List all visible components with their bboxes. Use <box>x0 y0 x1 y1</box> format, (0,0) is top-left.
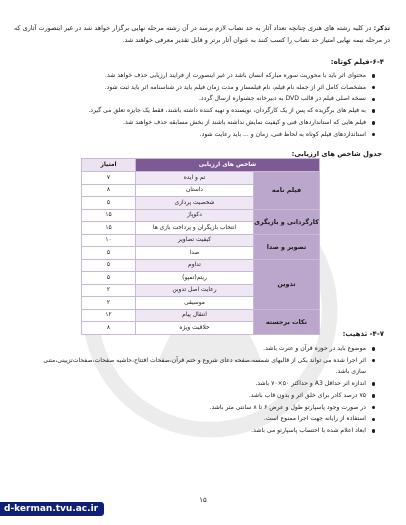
list-item: مشخصات کامل اثر از جمله نام فیلم، نام فیلمساز و مدت زمان فیلم باید در شناسنامه اثر باید ثبت شود. <box>30 82 376 94</box>
list-item: اثر اجرا شده می تواند یکی از قالبهای شمسه،صفحه دعای شروع و ختم قرآن،صفحات افتتاح،حاشیه صفحات،صفحات‌تزیینی،متنی سازی باشد. <box>30 355 376 378</box>
criterion-cell: تم و ایده <box>135 172 253 185</box>
criterion-cell: دکوپاژ <box>135 209 253 222</box>
category-cell: نکات برجسته <box>254 309 320 334</box>
list-item: ۷۵ درصد کادر برای خلق اثر و بدون قاب باشد. <box>30 390 376 402</box>
category-cell: تدوین <box>254 259 320 309</box>
criterion-cell: انتخاب بازیگران و پرداخت بازی ها <box>135 222 253 235</box>
points-cell: ۲ <box>81 284 135 297</box>
points-cell: ۷ <box>81 172 135 185</box>
table-title: جدول شاخص های ارزیابی: <box>291 150 382 158</box>
criterion-cell: ریتم(تمپو) <box>135 272 253 285</box>
points-cell: ۵ <box>81 197 135 210</box>
table-row <box>81 309 319 322</box>
illumination-rules-list <box>30 343 376 437</box>
criterion-cell: کیفیت تصاویر <box>135 234 253 247</box>
note-lead: تذکر: <box>373 24 390 32</box>
table-header-row <box>81 159 319 172</box>
criteria-table <box>81 158 320 335</box>
points-cell: ۲ <box>81 297 135 310</box>
criterion-cell: صدا <box>135 247 253 260</box>
film-rules-list <box>30 70 376 140</box>
criterion-cell: داستان <box>135 184 253 197</box>
list-item: استانداردهای فیلم کوتاه به لحاظ فنی، زمان و ... باید رعایت شود. <box>30 129 376 141</box>
note-text: در کلیه رشته های هنری چنانچه تعداد آثار به حد نصاب لازم برسد در آن رشته مرحله نهایی برگزار خواهد شد در غیر اینصورت آثاری که در مرحله نیمه نهایی امتیاز حد نصاب را کسب کنند به عنوان آثار برتر و قابل تقدیر معرفی خواهند شد. <box>14 24 390 44</box>
points-cell: ۱۵ <box>81 209 135 222</box>
list-item: ابعاد اعلام شده با احتساب پاسپارتو می باشد. <box>30 425 376 437</box>
list-item: به فیلم های برگزیده که پس از یک کارگردان، نویسنده و تهیه کننده داشته باشند، فقط یک جایزه تعلق می گیرد. <box>30 105 376 117</box>
note-paragraph <box>14 22 390 46</box>
criterion-cell: رعایت اصل تدوین <box>135 284 253 297</box>
list-item: فیلم هایی که استانداردهای فنی و کیفیت نمایش نداشته باشند از بخش مسابقه حذف خواهند شد. <box>30 117 376 129</box>
criterion-cell: موسیقی <box>135 297 253 310</box>
points-cell: ۸ <box>81 184 135 197</box>
list-item: نسخه اصلی فیلم در قالب DVD به دبیرخانه جشنواره ارسال گردد. <box>30 93 376 105</box>
points-cell: ۵ <box>81 259 135 272</box>
points-cell: ۱۵ <box>81 222 135 235</box>
section-heading-illumination: ۴-۷- تذهیب: <box>342 330 384 338</box>
site-logo[interactable]: d-kerman.tvu.ac.ir <box>0 502 104 516</box>
criterion-cell: خلاقیت ویژه <box>135 322 253 335</box>
points-cell: ۱۰ <box>81 234 135 247</box>
header-criteria: شاخص های ارزیابی <box>135 159 319 172</box>
list-item: استفاده از رایانه جهت اجرا ممنوع است. <box>30 413 376 425</box>
list-item: در صورت وجود پاسپارتو طول و عرض ۶ تا ۸ سانتی متر باشد. <box>30 402 376 414</box>
criterion-cell: تداوم <box>135 259 253 272</box>
list-item: محتوای اثر باید با محوریت سوره مبارکه انسان باشد در غیر اینصورت از فرایند ارزیابی حذف خواهد شد. <box>30 70 376 82</box>
criterion-cell: انتقال پیام <box>135 309 253 322</box>
list-item: موضوع باید در حوزه قرآن و عترت باشد. <box>30 343 376 355</box>
list-item: اندازه اثر حداقل A3 و حداکثر ۵۰×۷۰ باشد. <box>30 378 376 390</box>
header-points: امتیاز <box>81 159 135 172</box>
category-cell: تصویر و صدا <box>254 234 320 259</box>
points-cell: ۸ <box>81 322 135 335</box>
table-row <box>81 172 319 185</box>
points-cell: ۵ <box>81 272 135 285</box>
criterion-cell: شخصیت پردازی <box>135 197 253 210</box>
points-cell: ۱۲ <box>81 309 135 322</box>
section-heading-film: ۶-۴-فیلم کوتاه: <box>330 58 384 66</box>
page-number: ۱۵ <box>199 496 207 504</box>
table-row <box>81 234 319 247</box>
category-cell: کارگردانی و بازیگری <box>254 209 320 234</box>
table-row <box>81 209 319 222</box>
category-cell: فیلم نامه <box>254 172 320 210</box>
table-row <box>81 259 319 272</box>
points-cell: ۵ <box>81 247 135 260</box>
